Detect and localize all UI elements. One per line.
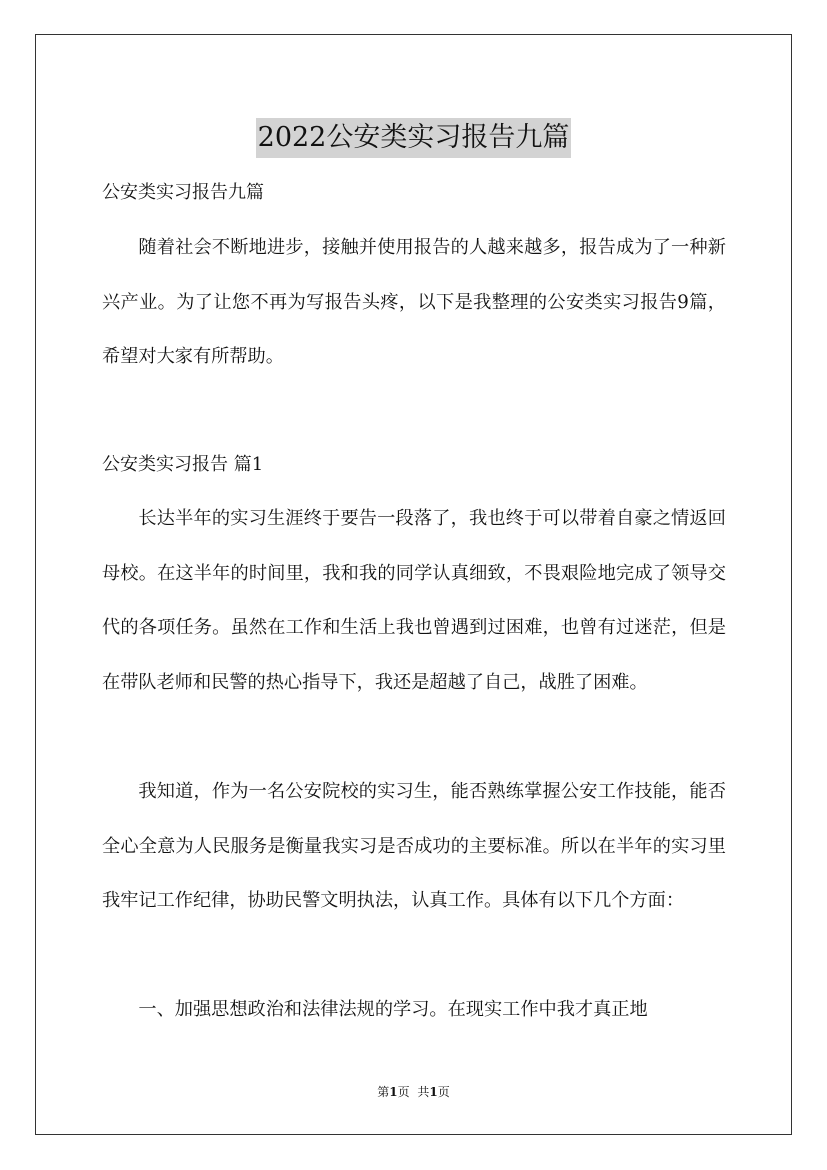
total-label-prefix: 共 <box>417 1085 430 1099</box>
total-label-suffix: 页 <box>437 1085 450 1099</box>
page-label-suffix: 页 <box>397 1085 410 1099</box>
intro-paragraph: 随着社会不断地进步，接触并使用报告的人越来越多，报告成为了一种新兴产业。为了让您不再为写报告头疼，以下是我整理的公安类实习报告9篇，希望对大家有所帮助。 <box>102 237 726 367</box>
body-paragraph-3: 一、加强思想政治和法律法规的学习。在现实工作中我才真正地 <box>138 999 648 1020</box>
document-title: 2022公安类实习报告九篇 <box>256 118 572 158</box>
section-heading: 公安类实习报告 篇1 <box>102 454 264 475</box>
document-subtitle: 公安类实习报告九篇 <box>102 182 264 203</box>
body-paragraph-2: 我知道，作为一名公安院校的实习生，能否熟练掌握公安工作技能，能否全心全意为人民服务是衡量我实习是否成功的主要标准。所以在半年的实习里我牢记工作纪律，协助民警文明执法，认真工作。具体有以下几个方面： <box>102 781 726 911</box>
body-paragraph-1: 长达半年的实习生涯终于要告一段落了，我也终于可以带着自豪之情返回母校。在这半年的时间里，我和我的同学认真细致，不畏艰险地完成了领导交代的各项任务。虽然在工作和生活上我也曾遇到过困难，也曾有过迷茫，但是在带队老师和民警的热心指导下，我还是超越了自己，战胜了困难。 <box>102 508 726 693</box>
page-label-prefix: 第 <box>377 1085 390 1099</box>
page-number: 1 <box>389 1085 398 1099</box>
page-footer <box>0 1083 827 1101</box>
total-pages: 1 <box>429 1085 438 1099</box>
title-container <box>0 100 827 176</box>
